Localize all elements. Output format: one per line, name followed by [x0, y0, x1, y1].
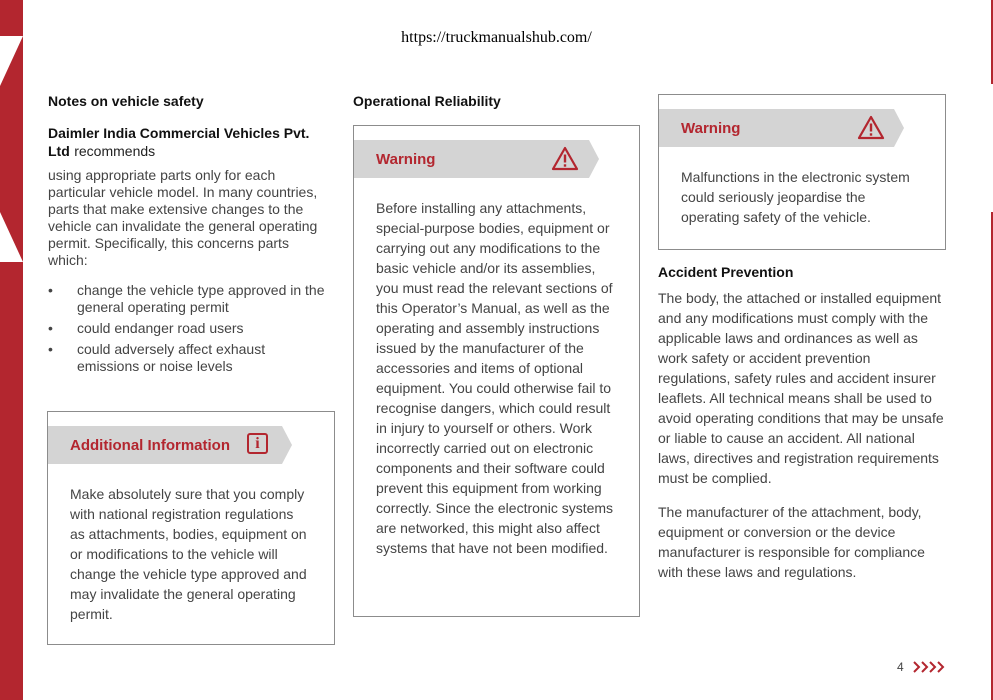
list-item: • could adversely affect exhaust emissions or noise levels: [48, 341, 266, 374]
accident-paragraph-2: The manufacturer of the attachment, body, equipment or conversion or the device manufacturer is responsible for compliance with these laws and regulations.: [658, 504, 925, 580]
warning-banner-label: Warning: [376, 150, 436, 168]
chevrons-right-icon[interactable]: [912, 660, 946, 674]
intro-paragraph: using appropriate parts only for each particular vehicle model. In many countries, parts that make extensive changes to the vehicle can invalidate the general operating permit. Specifically, this concerns parts which:: [48, 167, 318, 268]
info-banner-label: Additional Information: [70, 436, 230, 454]
company-line: [48, 125, 330, 161]
left-column: [48, 93, 330, 379]
warning-triangle-icon: [551, 146, 579, 171]
list-item: • change the vehicle type approved in the general operating permit: [48, 282, 325, 315]
parts-list: [48, 282, 330, 375]
warning-text-right: Malfunctions in the electronic system could seriously jeopardise the operating safety of the vehicle.: [681, 169, 910, 225]
info-banner: [48, 426, 282, 464]
company-recommends: recommends: [74, 143, 156, 159]
info-icon: i: [247, 433, 268, 454]
warning-box-middle: [353, 125, 640, 617]
section-title-accident-prevention: Accident Prevention: [658, 264, 794, 280]
warning-triangle-icon: [857, 115, 885, 140]
company-name: Daimler India Commercial Vehicles Pvt. Ltd: [48, 125, 310, 159]
section-title-vehicle-safety: Notes on vehicle safety: [48, 93, 204, 109]
warning-banner-label: Warning: [681, 119, 741, 137]
accident-prevention-section: [658, 264, 946, 582]
header-url[interactable]: https://truckmanualshub.com/: [401, 29, 592, 46]
accident-paragraph-1: The body, the attached or installed equipment and any modifications must comply with the applicable laws and ordinances as well as work safety or accident prevention regulations, safety rules and accident insurer leaflets. All technical means shall be used to avoid operating conditions that may be unsafe or liable to cause an accident. All national laws, directives and registration requirements must be complied.: [658, 290, 944, 486]
section-title-operational-reliability: Operational Reliability: [353, 93, 501, 109]
warning-text-middle: Before installing any attachments, special-purpose bodies, equipment or carrying out any modifications to the basic vehicle and/or its assemblies, you must read the relevant sections of this Operator’s Manual, as well as the operating and assembly instructions issued by the manufacturer of the accessories and items of optional equipment. You could otherwise fail to recognise dangers, which could result in injury to yourself or others. Work incorrectly carried out on electronic components and their software could prevent this equipment from working correctly. Since the electronic systems are networked, this might also affect systems that have not been modified.: [376, 200, 614, 556]
warning-box-right: [658, 94, 946, 250]
left-edge-notch: [0, 0, 23, 700]
list-item: • could endanger road users: [48, 320, 244, 336]
warning-banner: [659, 109, 894, 147]
info-text: Make absolutely sure that you comply with national registration regulations as attachments, bodies, equipment on or modifications to the vehicle will change the vehicle type approved and may invalidate the general operating permit.: [70, 486, 307, 622]
warning-banner: [354, 140, 589, 178]
page-number: 4: [897, 660, 904, 674]
additional-info-box: [47, 411, 335, 645]
